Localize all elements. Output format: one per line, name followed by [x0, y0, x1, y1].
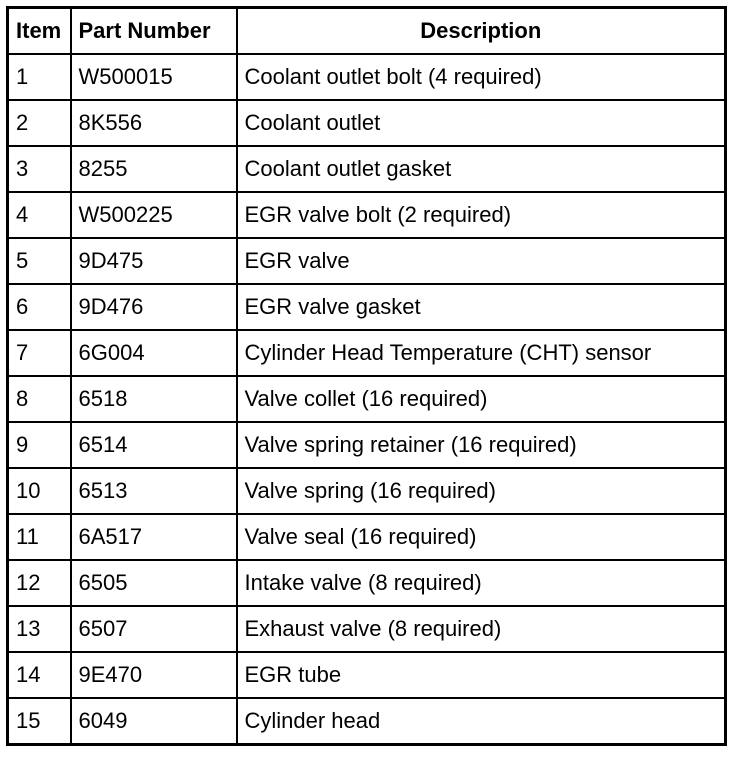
- description-cell: Cylinder head: [237, 698, 726, 745]
- item-cell: 2: [8, 100, 71, 146]
- part-number-cell: 8255: [71, 146, 237, 192]
- part-number-cell: 6G004: [71, 330, 237, 376]
- item-cell: 1: [8, 54, 71, 100]
- header-row: [8, 8, 726, 55]
- item-cell: 7: [8, 330, 71, 376]
- part-number-cell: 9D475: [71, 238, 237, 284]
- item-cell: 13: [8, 606, 71, 652]
- table-row: [8, 284, 726, 330]
- table-row: [8, 468, 726, 514]
- part-number-column-header: Part Number: [71, 8, 237, 55]
- table-row: [8, 606, 726, 652]
- item-cell: 9: [8, 422, 71, 468]
- table-row: [8, 652, 726, 698]
- item-cell: 10: [8, 468, 71, 514]
- part-number-cell: 9E470: [71, 652, 237, 698]
- table-row: [8, 376, 726, 422]
- item-cell: 15: [8, 698, 71, 745]
- description-cell: EGR valve: [237, 238, 726, 284]
- description-cell: Valve spring retainer (16 required): [237, 422, 726, 468]
- item-column-header: Item: [8, 8, 71, 55]
- table-row: [8, 238, 726, 284]
- description-cell: EGR valve bolt (2 required): [237, 192, 726, 238]
- part-number-cell: 6513: [71, 468, 237, 514]
- item-cell: 11: [8, 514, 71, 560]
- table-row: [8, 514, 726, 560]
- table-row: [8, 192, 726, 238]
- parts-table: [6, 6, 727, 746]
- table-row: [8, 422, 726, 468]
- table-row: [8, 330, 726, 376]
- item-cell: 14: [8, 652, 71, 698]
- table-row: [8, 54, 726, 100]
- table-row: [8, 560, 726, 606]
- table-row: [8, 100, 726, 146]
- part-number-cell: 6A517: [71, 514, 237, 560]
- part-number-cell: W500225: [71, 192, 237, 238]
- description-cell: Coolant outlet gasket: [237, 146, 726, 192]
- description-cell: Coolant outlet bolt (4 required): [237, 54, 726, 100]
- item-cell: 5: [8, 238, 71, 284]
- table-row: [8, 146, 726, 192]
- item-cell: 8: [8, 376, 71, 422]
- description-cell: Exhaust valve (8 required): [237, 606, 726, 652]
- part-number-cell: 6518: [71, 376, 237, 422]
- item-cell: 4: [8, 192, 71, 238]
- description-cell: Valve collet (16 required): [237, 376, 726, 422]
- description-cell: Valve spring (16 required): [237, 468, 726, 514]
- description-cell: Cylinder Head Temperature (CHT) sensor: [237, 330, 726, 376]
- item-cell: 12: [8, 560, 71, 606]
- parts-table-body: [8, 54, 726, 745]
- description-cell: Intake valve (8 required): [237, 560, 726, 606]
- description-column-header: Description: [237, 8, 726, 55]
- part-number-cell: 6505: [71, 560, 237, 606]
- part-number-cell: 6049: [71, 698, 237, 745]
- description-cell: Valve seal (16 required): [237, 514, 726, 560]
- part-number-cell: 6514: [71, 422, 237, 468]
- item-cell: 6: [8, 284, 71, 330]
- part-number-cell: 6507: [71, 606, 237, 652]
- part-number-cell: 8K556: [71, 100, 237, 146]
- table-row: [8, 698, 726, 745]
- description-cell: EGR valve gasket: [237, 284, 726, 330]
- part-number-cell: 9D476: [71, 284, 237, 330]
- part-number-cell: W500015: [71, 54, 237, 100]
- description-cell: Coolant outlet: [237, 100, 726, 146]
- description-cell: EGR tube: [237, 652, 726, 698]
- item-cell: 3: [8, 146, 71, 192]
